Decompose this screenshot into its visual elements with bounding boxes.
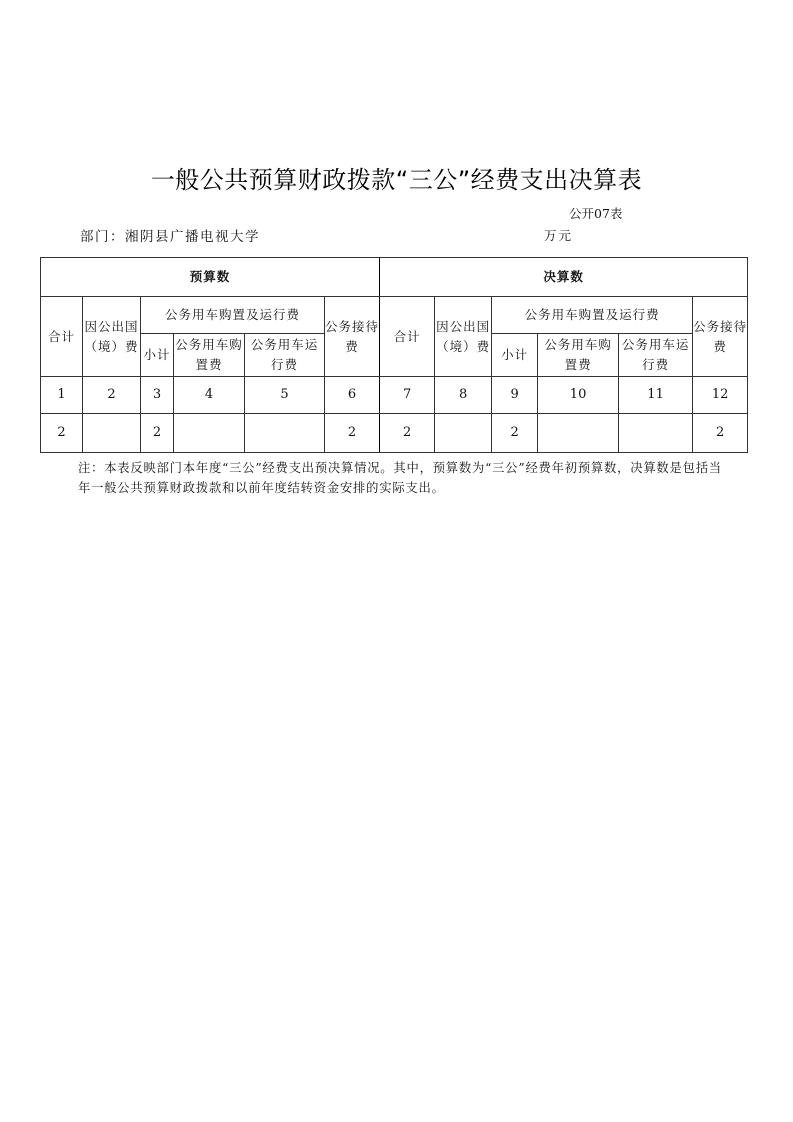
index-cell: 4 bbox=[174, 377, 245, 414]
value-cell bbox=[245, 414, 325, 453]
index-cell: 11 bbox=[619, 377, 693, 414]
value-cell: 2 bbox=[380, 414, 435, 453]
final-reception-header: 公务接待费 bbox=[693, 297, 748, 377]
budget-vehicle-operation-header: 公务用车运行费 bbox=[245, 334, 325, 377]
index-cell: 5 bbox=[245, 377, 325, 414]
table-section-header-row bbox=[41, 258, 748, 297]
unit-label: 万元 bbox=[544, 228, 574, 243]
value-cell bbox=[619, 414, 693, 453]
index-cell: 1 bbox=[41, 377, 83, 414]
index-cell: 8 bbox=[435, 377, 492, 414]
index-cell: 6 bbox=[325, 377, 380, 414]
document-title: 一般公共预算财政拨款“三公”经费支出决算表 bbox=[150, 166, 643, 194]
form-number: 公开07表 bbox=[569, 206, 623, 221]
three-public-expenses-table bbox=[40, 257, 748, 453]
final-total-header: 合计 bbox=[380, 297, 435, 377]
final-vehicle-group-header: 公务用车购置及运行费 bbox=[492, 297, 693, 334]
table-footnote: 注：本表反映部门本年度“三公”经费支出预决算情况。其中，预算数为“三公”经费年初预算数，决算数是包括当年一般公共预算财政拨款和以前年度结转资金安排的实际支出。 bbox=[78, 461, 722, 495]
value-cell: 2 bbox=[693, 414, 748, 453]
budget-vehicle-purchase-header: 公务用车购置费 bbox=[174, 334, 245, 377]
final-vehicle-operation-header: 公务用车运行费 bbox=[619, 334, 693, 377]
department-label: 部门：湘阴县广播电视大学 bbox=[80, 229, 260, 245]
index-cell: 2 bbox=[83, 377, 141, 414]
final-subtotal-header: 小计 bbox=[492, 334, 538, 377]
index-cell: 7 bbox=[380, 377, 435, 414]
budget-section-header: 预算数 bbox=[41, 258, 380, 297]
table-column-header-row bbox=[41, 297, 748, 334]
budget-abroad-header: 因公出国（境）费 bbox=[83, 297, 141, 377]
table-row bbox=[41, 377, 748, 414]
budget-total-header: 合计 bbox=[41, 297, 83, 377]
value-cell: 2 bbox=[325, 414, 380, 453]
index-cell: 12 bbox=[693, 377, 748, 414]
value-cell bbox=[174, 414, 245, 453]
table-row bbox=[41, 414, 748, 453]
value-cell: 2 bbox=[141, 414, 174, 453]
final-section-header: 决算数 bbox=[380, 258, 748, 297]
index-cell: 3 bbox=[141, 377, 174, 414]
final-abroad-header: 因公出国（境）费 bbox=[435, 297, 492, 377]
value-cell bbox=[538, 414, 619, 453]
budget-subtotal-header: 小计 bbox=[141, 334, 174, 377]
final-vehicle-purchase-header: 公务用车购置费 bbox=[538, 334, 619, 377]
value-cell bbox=[435, 414, 492, 453]
value-cell bbox=[83, 414, 141, 453]
index-cell: 9 bbox=[492, 377, 538, 414]
budget-reception-header: 公务接待费 bbox=[325, 297, 380, 377]
value-cell: 2 bbox=[41, 414, 83, 453]
budget-vehicle-group-header: 公务用车购置及运行费 bbox=[141, 297, 325, 334]
index-cell: 10 bbox=[538, 377, 619, 414]
value-cell: 2 bbox=[492, 414, 538, 453]
